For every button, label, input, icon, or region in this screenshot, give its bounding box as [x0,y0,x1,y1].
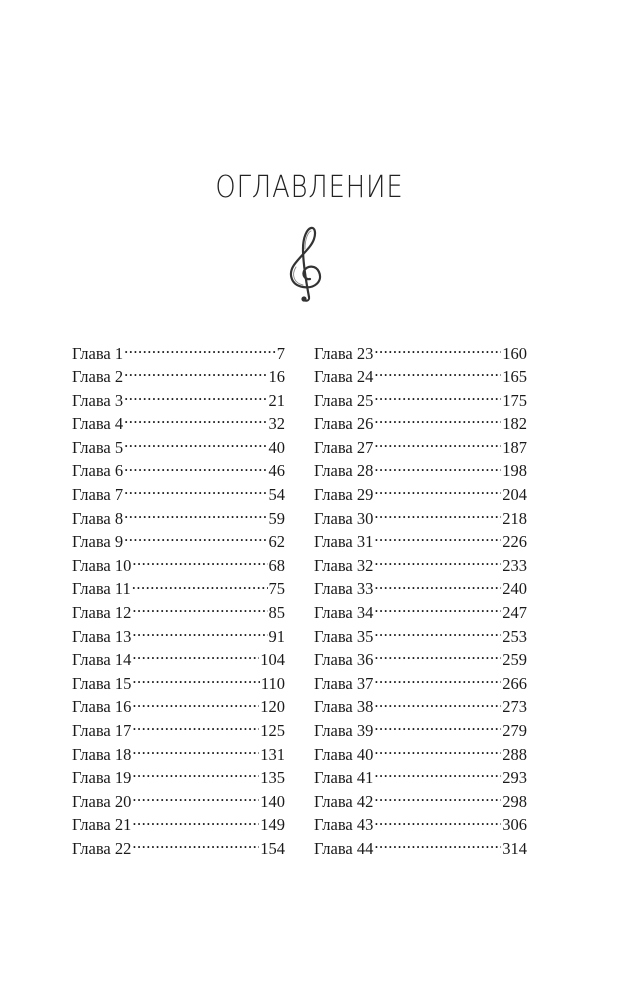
toc-entry-page: 85 [268,603,285,623]
toc-entry [72,342,285,366]
toc-entry-label: Глава 31 [314,532,374,552]
toc-entry [314,484,527,508]
toc-entry-label: Глава 7 [72,485,124,505]
toc-column-right [314,342,527,861]
toc-entry [314,578,527,602]
toc-entry-label: Глава 35 [314,626,374,646]
toc-entry [314,790,527,814]
toc-entry-page: 120 [260,697,285,717]
toc-entry-page: 306 [502,815,527,835]
toc-entry-page: 233 [502,555,527,575]
toc-entry-label: Глава 1 [72,343,124,363]
toc-entry-page: 62 [268,532,285,552]
toc-entry-label: Глава 36 [314,650,374,670]
dot-leader [374,413,501,430]
dot-leader [374,625,501,642]
toc-entry-page: 59 [268,508,285,528]
toc-entry-page: 293 [502,768,527,788]
toc-entry-label: Глава 4 [72,414,124,434]
toc-entry-label: Глава 15 [72,673,132,693]
dot-leader [374,602,501,619]
toc-entry-page: 91 [268,626,285,646]
toc-entry-label: Глава 40 [314,744,374,764]
toc-entry [314,413,527,437]
toc-entry-label: Глава 6 [72,461,124,481]
toc-entry-label: Глава 38 [314,697,374,717]
dot-leader [132,743,259,760]
toc-entry-label: Глава 44 [314,838,374,858]
toc-entry [314,649,527,673]
toc-entry-page: 298 [502,791,527,811]
toc-entry-label: Глава 39 [314,721,374,740]
toc-entry [72,837,285,861]
dot-leader [132,578,268,595]
toc-entry-page: 140 [260,791,285,811]
toc-entry-page: 104 [260,650,285,670]
toc-entry-label: Глава 20 [72,791,132,811]
toc-entry-label: Глава 29 [314,485,374,505]
toc-entry-page: 288 [502,744,527,764]
toc-entry [314,531,527,555]
toc-entry [314,554,527,578]
toc-entry [314,366,527,390]
toc-entry-page: 32 [268,414,285,434]
toc-entry [72,814,285,838]
toc-entry [314,602,527,626]
dot-leader [132,649,259,666]
dot-leader [374,743,501,760]
dot-leader [132,672,259,689]
dot-leader [374,366,501,383]
toc-entry-page: 135 [260,768,285,788]
dot-leader [374,649,501,666]
toc-entry-page: 131 [260,744,285,764]
toc-entry-label: Глава 8 [72,508,124,528]
toc-entry-label: Глава 21 [72,815,132,835]
toc-entry-page: 253 [502,626,527,646]
toc-entry [72,460,285,484]
toc-entry-label: Глава 24 [314,367,374,387]
toc-entry [72,436,285,460]
toc-entry-label: Глава 34 [314,603,374,623]
toc-entry-page: 75 [268,579,285,599]
toc-entry [72,720,285,744]
dot-leader [132,696,259,713]
dot-leader [374,389,501,406]
dot-leader [374,342,501,359]
dot-leader [132,602,267,619]
toc-entry-page: 68 [268,555,285,575]
toc-entry-page: 266 [502,673,527,693]
toc-entry [72,389,285,413]
dot-leader [374,767,501,784]
dot-leader [374,578,501,595]
toc-entry [72,625,285,649]
toc-entry-label: Глава 11 [72,579,131,599]
treble-clef-icon [279,225,339,303]
toc-entry-page: 259 [502,650,527,670]
dot-leader [132,790,259,807]
toc-entry-label: Глава 25 [314,390,374,410]
dot-leader [374,790,501,807]
toc-entry-label: Глава 14 [72,650,132,670]
toc-entry [72,366,285,390]
toc-entry [314,837,527,861]
toc-entry [72,413,285,437]
toc-entry-label: Глава 30 [314,508,374,528]
toc-entry-page: 125 [260,721,285,740]
toc-entry-label: Глава 10 [72,555,132,575]
toc-entry [72,507,285,531]
dot-leader [132,554,267,571]
toc-entry [314,767,527,791]
dot-leader [374,460,501,477]
toc-entry-page: 16 [268,367,285,387]
toc-entry [314,460,527,484]
toc-entry [72,696,285,720]
toc-entry-page: 46 [268,461,285,481]
toc-entry [72,484,285,508]
toc-entry-page: 21 [268,390,285,410]
toc-entry-page: 240 [502,579,527,599]
toc-entry [72,649,285,673]
toc-entry-page: 218 [502,508,527,528]
dot-leader [124,531,267,548]
toc-entry-page: 154 [260,838,285,858]
toc-entry [314,436,527,460]
toc-entry-page: 165 [502,367,527,387]
dot-leader [374,720,501,737]
toc-entry-label: Глава 26 [314,414,374,434]
toc-entry-page: 247 [502,603,527,623]
page-title: ОГЛАВЛЕНИЕ [215,170,404,205]
toc-entry-label: Глава 2 [72,367,124,387]
toc-entry-page: 314 [502,838,527,858]
dot-leader [132,767,259,784]
table-of-contents [72,342,527,861]
dot-leader [124,389,267,406]
dot-leader [124,342,276,359]
dot-leader [374,554,501,571]
toc-entry-page: 54 [268,485,285,505]
toc-entry-page: 182 [502,414,527,434]
dot-leader [124,460,267,477]
toc-column-left [72,342,285,861]
dot-leader [374,436,501,453]
toc-entry [72,743,285,767]
toc-entry-label: Глава 13 [72,626,132,646]
dot-leader [124,366,267,383]
toc-entry [314,672,527,696]
dot-leader [374,507,501,524]
toc-entry-page: 279 [502,721,527,740]
toc-entry [314,696,527,720]
toc-entry-page: 204 [502,485,527,505]
dot-leader [132,625,267,642]
toc-entry-page: 7 [276,343,285,363]
toc-entry-page: 198 [502,461,527,481]
toc-entry-label: Глава 17 [72,721,132,740]
toc-entry-label: Глава 12 [72,603,132,623]
clef-dot [301,296,306,301]
dot-leader [124,413,267,430]
toc-entry-label: Глава 22 [72,838,132,858]
toc-entry-label: Глава 41 [314,768,374,788]
toc-entry-page: 226 [502,532,527,552]
toc-entry-label: Глава 37 [314,673,374,693]
toc-entry-label: Глава 3 [72,390,124,410]
toc-entry [314,814,527,838]
dot-leader [374,672,501,689]
toc-entry-page: 110 [260,673,285,693]
toc-entry-page: 175 [502,390,527,410]
toc-entry-label: Глава 27 [314,437,374,457]
toc-entry [314,342,527,366]
toc-entry [314,743,527,767]
dot-leader [124,507,267,524]
toc-entry [314,720,527,744]
dot-leader [374,814,501,831]
toc-entry-label: Глава 18 [72,744,132,764]
toc-entry-page: 273 [502,697,527,717]
toc-entry [314,625,527,649]
toc-entry [72,602,285,626]
dot-leader [374,837,501,854]
toc-entry [72,578,285,602]
toc-entry-label: Глава 28 [314,461,374,481]
toc-entry [314,507,527,531]
dot-leader [132,814,259,831]
toc-entry-label: Глава 42 [314,791,374,811]
toc-entry-page: 187 [502,437,527,457]
toc-entry [72,790,285,814]
dot-leader [124,484,267,501]
toc-entry [72,531,285,555]
dot-leader [374,696,501,713]
dot-leader [374,484,501,501]
toc-entry-label: Глава 9 [72,532,124,552]
dot-leader [374,531,501,548]
toc-entry-label: Глава 16 [72,697,132,717]
toc-entry-page: 40 [268,437,285,457]
dot-leader [132,837,259,854]
toc-entry [72,672,285,696]
toc-entry [72,767,285,791]
toc-entry-label: Глава 23 [314,343,374,363]
toc-entry-label: Глава 43 [314,815,374,835]
toc-entry-label: Глава 33 [314,579,374,599]
dot-leader [124,436,267,453]
toc-entry-page: 160 [502,343,527,363]
toc-entry-label: Глава 5 [72,437,124,457]
toc-entry [314,389,527,413]
toc-entry-page: 149 [260,815,285,835]
toc-entry-label: Глава 32 [314,555,374,575]
dot-leader [132,720,259,737]
toc-entry-label: Глава 19 [72,768,132,788]
toc-entry [72,554,285,578]
